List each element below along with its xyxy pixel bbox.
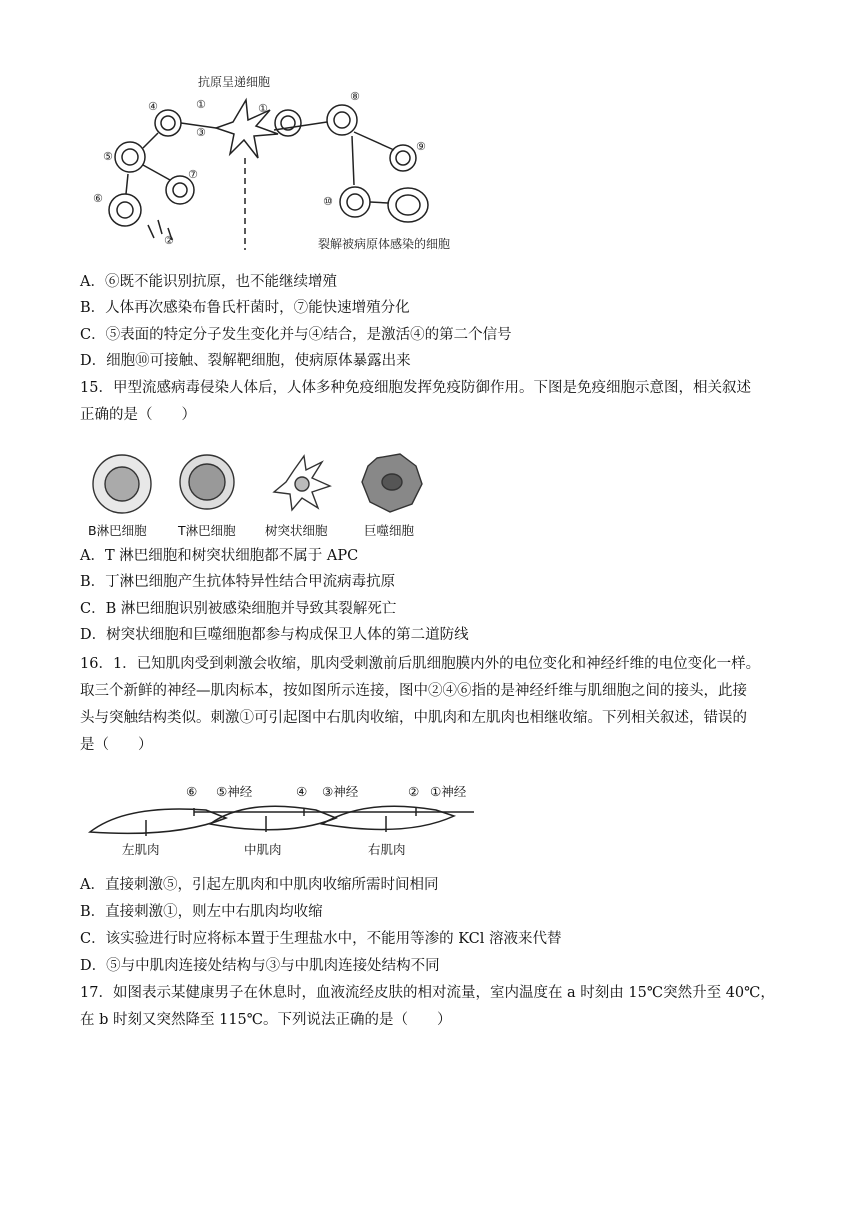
q14-option-a: A．⑥既不能识别抗原，也不能继续增殖 [80,274,337,290]
nerve-muscle-diagram [86,776,486,864]
q15-option-b: B．丁淋巴细胞产生抗体特异性结合甲流病毒抗原 [80,574,396,590]
cell-label-t: T淋巴细胞 [178,523,236,538]
q16-option-d: D．⑤与中肌肉连接处结构与③与中肌肉连接处结构不同 [80,958,440,974]
num-2: ② [164,234,174,247]
cell-label-dendritic: 树突状细胞 [265,523,328,538]
q15-option-d: D．树突状细胞和巨噬细胞都参与构成保卫人体的第二道防线 [80,627,469,643]
apc-label: 抗原呈递细胞 [198,75,271,89]
q16-stem-line3: 头与突触结构类似。刺激①可引起图中右肌肉收缩，中肌肉和左肌肉也相继收缩。下列相关叙述，错误的 [80,710,747,726]
label-3-nerve: ③神经 [322,784,359,799]
q17-stem-line2: 在 b 时刻又突然降至 115℃。下列说法正确的是（ ） [80,1012,452,1028]
num-3: ③ [196,126,206,139]
q17-stem-line1: 17．如图表示某健康男子在休息时，血液流经皮肤的相对流量，室内温度在 a 时刻由 15℃突然升至 40℃， [80,985,775,1001]
immune-process-diagram [88,70,468,252]
q15-option-a: A．T 淋巴细胞和树突状细胞都不属于 APC [80,548,359,564]
q16-option-b: B．直接刺激①，则左中右肌肉均收缩 [80,904,323,920]
label-4: ④ [296,784,308,799]
q15-option-c: C．B 淋巴细胞识别被感染细胞并导致其裂解死亡 [80,601,397,617]
label-5-nerve: ⑤神经 [216,784,253,799]
q16-option-a: A．直接刺激⑤，引起左肌肉和中肌肉收缩所需时间相同 [80,877,439,893]
lysis-label: 裂解被病原体感染的细胞 [318,237,451,251]
num-7: ⑦ [188,168,198,181]
left-muscle-label: 左肌肉 [122,842,160,857]
q14-option-d: D．细胞⑩可接触、裂解靶细胞，使病原体暴露出来 [80,353,411,369]
num-4: ④ [148,100,158,113]
num-9: ⑨ [416,140,426,153]
middle-muscle-label: 中肌肉 [244,842,282,857]
q16-option-c: C．该实验进行时应将标本置于生理盐水中，不能用等渗的 KCl 溶液来代替 [80,931,562,947]
q16-stem-line4: 是（ ） [80,737,153,753]
num-10: ⑩ [323,195,333,208]
label-6: ⑥ [186,784,198,799]
q15-stem-line1: 15．甲型流感病毒侵染人体后，人体多种免疫细胞发挥免疫防御作用。下图是免疫细胞示意图，相关叙述 [80,380,751,396]
num-8: ⑧ [350,90,360,103]
q16-stem-line1: 16．1．已知肌肉受到刺激会收缩，肌肉受刺激前后肌细胞膜内外的电位变化和神经纤维的电位变化一样。 [80,656,761,672]
immune-cells-figure [82,448,442,542]
label-1-nerve: ①神经 [430,784,467,799]
q16-stem-line2: 取三个新鲜的神经—肌肉标本，按如图所示连接，图中②④⑥指的是神经纤维与肌细胞之间的接头，此接 [80,683,747,699]
num-5: ⑤ [103,150,113,163]
num-1b: ① [258,102,268,115]
num-6: ⑥ [93,192,103,205]
right-muscle-label: 右肌肉 [368,842,406,857]
q14-option-c: C．⑤表面的特定分子发生变化并与④结合，是激活④的第二个信号 [80,327,512,343]
q14-option-b: B．人体再次感染布鲁氏杆菌时，⑦能快速增殖分化 [80,300,410,316]
label-2: ② [408,784,420,799]
cell-label-b: B淋巴细胞 [88,523,147,538]
num-1a: ① [196,98,206,111]
q15-stem-line2: 正确的是（ ） [80,407,196,423]
cell-label-macrophage: 巨噬细胞 [364,523,415,538]
